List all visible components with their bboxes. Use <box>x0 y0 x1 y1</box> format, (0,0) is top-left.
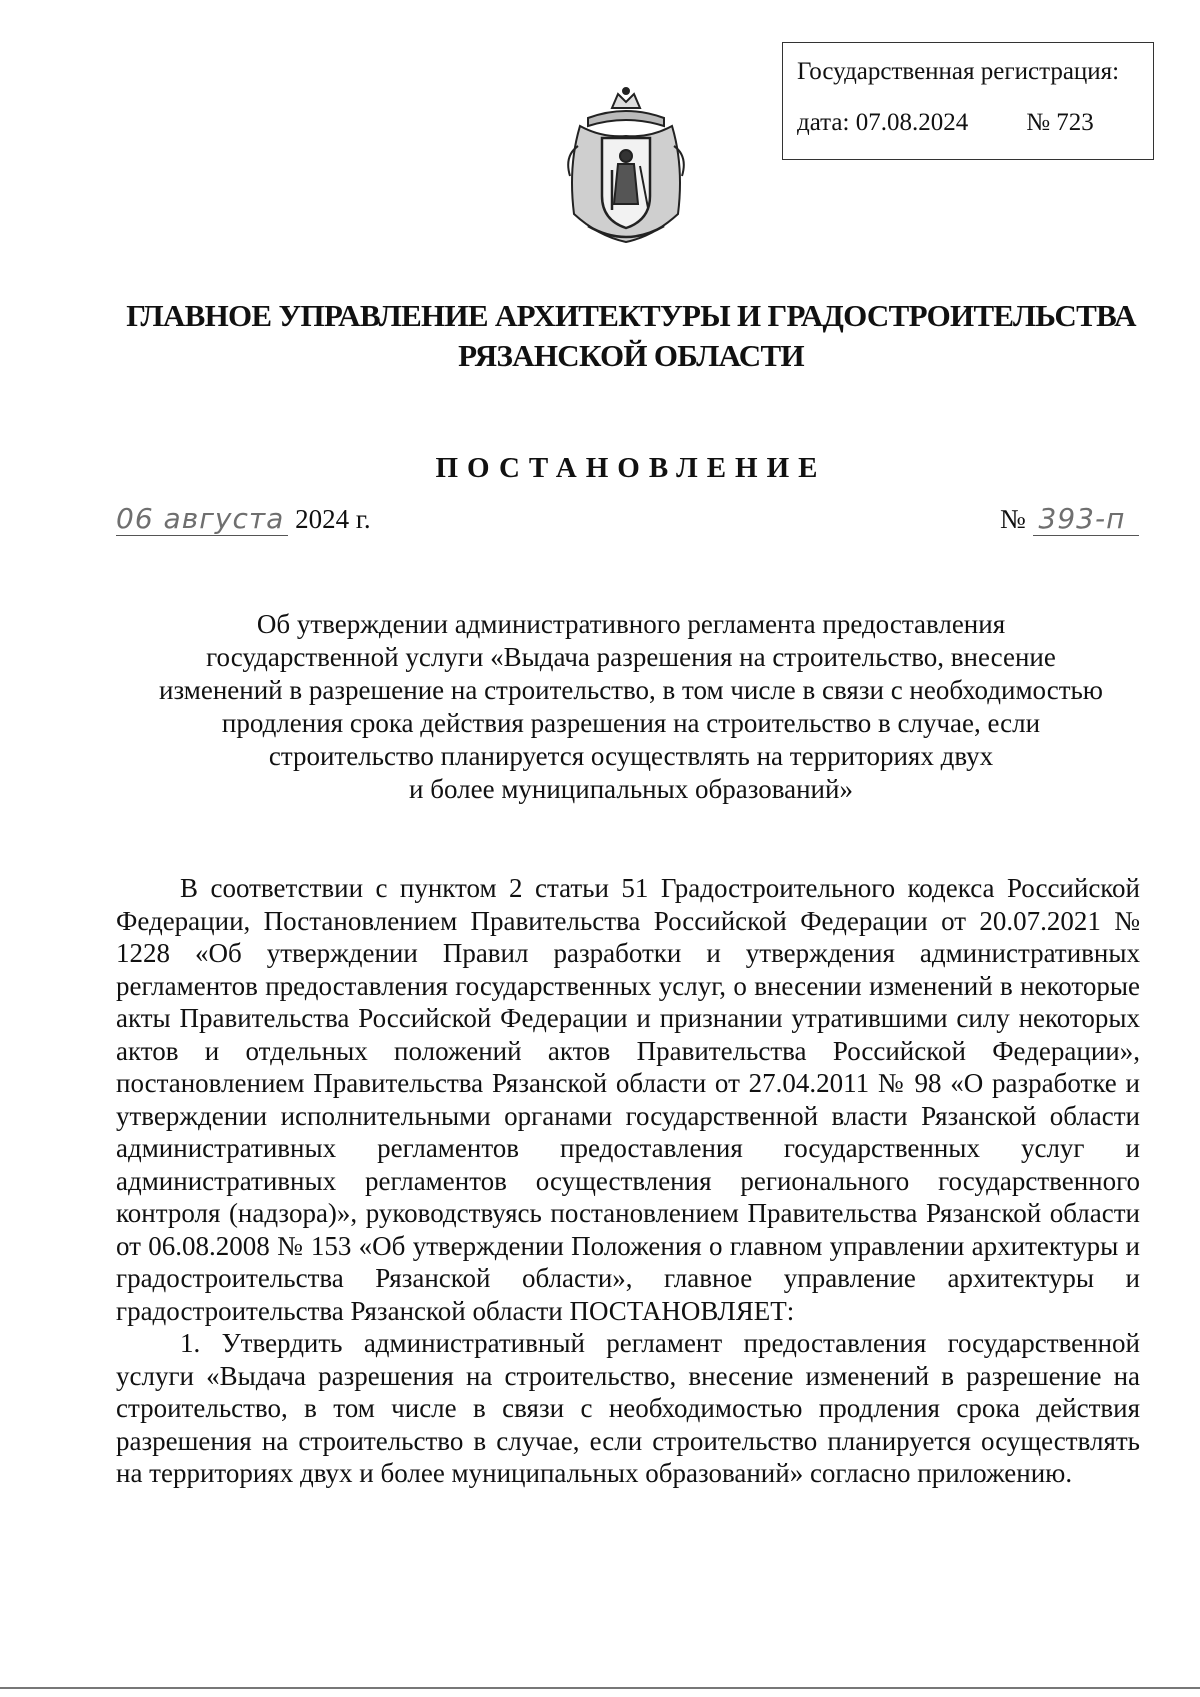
document-subject <box>100 608 1162 806</box>
subject-line: и более муниципальных образований» <box>409 774 853 804</box>
page-bottom-divider <box>0 1687 1200 1689</box>
subject-line: изменений в разрешение на строительство, в том числе в связи с необходимостью <box>159 675 1103 705</box>
body-paragraph-item-1: 1. Утвердить административный регламент предоставления государственной услуги «Выдача разрешения на строительство, внесение изменений в разрешение на строительство, в том числе в связи с необходимостью продления срока действия разрешения на строительство в случае, если строительство планируется осуществлять на территориях двух и более муниципальных образований» согласно приложению. <box>116 1328 1140 1488</box>
subject-line: продления срока действия разрешения на строительство в случае, если <box>221 708 1041 738</box>
handwritten-date: 06 августа <box>116 502 288 536</box>
handwritten-number: 393-п <box>1033 502 1139 536</box>
registration-details <box>797 110 1153 135</box>
subject-line: Об утверждении административного регламента предоставления <box>256 609 1006 639</box>
registration-number: № 723 <box>1026 109 1094 136</box>
registration-title: Государственная регистрация: <box>797 58 1120 85</box>
subject-line: строительство планируется осуществлять на территориях двух <box>268 741 994 771</box>
document-year: 2024 г. <box>295 504 371 534</box>
body-paragraph-preamble: В соответствии с пунктом 2 статьи 51 Градостроительного кодекса Российской Федерации, Постановлением Правительства Российской Федерации от 20.07.2021 № 1228 «Об утверждении Правил разработки и утверждения административных регламентов предоставления государственных услуг, о внесении изменений в некоторые акты Правительства Российской Федерации и признании утратившими силу некоторых актов и отдельных положений актов Правительства Российской Федерации», постановлением Правительства Рязанской области от 27.04.2011 № 98 «О разработке и утверждении исполнительными органами государственной власти Рязанской области административных регламентов предоставления государственных услуг и административных регламентов осуществления регионального государственного контроля (надзора)», руководствуясь постановлением Правительства Рязанской области от 06.08.2008 № 153 «Об утверждении Положения о главном управлении архитектуры и градостроительства Рязанской области», главное управление архитектуры и градостроительства Рязанской области ПОСТАНОВЛЯЕТ: <box>116 873 1140 1326</box>
document-type-title: ПОСТАНОВЛЕНИЕ <box>435 452 827 484</box>
agency-heading-line2: РЯЗАНСКОЙ ОБЛАСТИ <box>458 338 804 373</box>
agency-heading-line1: ГЛАВНОЕ УПРАВЛЕНИЕ АРХИТЕКТУРЫ И ГРАДОСТРОИТЕЛЬСТВА <box>126 298 1136 333</box>
document-body <box>116 872 1140 1490</box>
registration-date: дата: 07.08.2024 <box>797 109 969 136</box>
subject-line: государственной услуги «Выдача разрешения на строительство, внесение <box>206 642 1056 672</box>
number-prefix: № <box>1000 504 1026 534</box>
document-number <box>1000 502 1139 536</box>
coat-of-arms-icon <box>558 86 694 246</box>
registration-stamp <box>782 42 1154 160</box>
document-date <box>116 502 371 536</box>
agency-heading <box>0 296 1200 376</box>
